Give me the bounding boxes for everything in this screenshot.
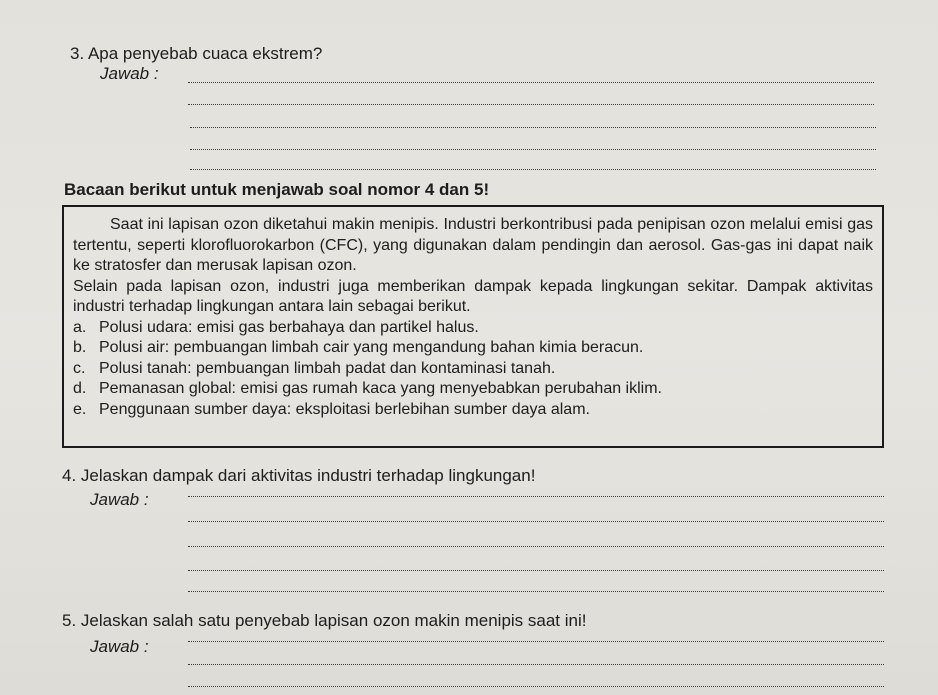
answer-line-4-3[interactable] xyxy=(188,546,884,547)
reading-paragraph-1: Saat ini lapisan ozon diketahui makin menipis. Industri berkontribusi pada penipisan ozon melalui emisi gas tertentu, seperti klorofluorokarbon (CFC), yang digunakan dalam pendingin dan aerosol. Gas-gas ini dapat naik ke stratosfer dan merusak lapisan ozon. xyxy=(73,216,873,274)
answer-line-4-5[interactable] xyxy=(188,591,884,592)
list-item-label: d. xyxy=(73,380,87,397)
answer-line-4-2[interactable] xyxy=(188,521,884,522)
answer-line-4-4[interactable] xyxy=(188,570,884,571)
answer-line-4-1[interactable] xyxy=(188,496,884,497)
list-item-label: a. xyxy=(73,318,87,336)
question-4: 4. Jelaskan dampak dari aktivitas industri terhadap lingkungan! xyxy=(62,466,536,485)
list-item xyxy=(73,338,873,359)
answer-line-3-4[interactable] xyxy=(190,149,876,150)
answer-line-5-1[interactable] xyxy=(188,641,884,642)
list-item-label: c. xyxy=(73,359,86,377)
answer-line-3-2[interactable] xyxy=(188,104,874,105)
answer-line-3-5[interactable] xyxy=(190,169,876,170)
answer-label-5: Jawab : xyxy=(90,637,149,656)
impact-list xyxy=(73,318,873,421)
list-item-label: e. xyxy=(73,400,87,418)
reading-box xyxy=(62,205,884,448)
answer-label-3: Jawab : xyxy=(100,64,159,83)
list-item xyxy=(73,318,873,339)
question-5: 5. Jelaskan salah satu penyebab lapisan ozon makin menipis saat ini! xyxy=(62,611,587,630)
list-item xyxy=(73,400,873,421)
answer-line-5-3[interactable] xyxy=(188,686,884,687)
answer-line-3-1[interactable] xyxy=(188,82,874,83)
answer-label-4: Jawab : xyxy=(90,490,149,509)
answer-line-3-3[interactable] xyxy=(190,127,876,128)
list-item-text: Penggunaan sumber daya: eksploitasi berlebihan sumber daya alam. xyxy=(99,400,590,418)
list-item-text: Polusi tanah: pembuangan limbah padat dan kontaminasi tanah. xyxy=(99,359,556,377)
list-item-label: b. xyxy=(73,339,87,356)
list-item-text: Polusi udara: emisi gas berbahaya dan partikel halus. xyxy=(99,318,479,336)
list-item xyxy=(73,359,873,380)
list-item xyxy=(73,379,873,400)
list-item-text: Polusi air: pembuangan limbah cair yang mengandung bahan kimia beracun. xyxy=(99,339,644,356)
question-3: 3. Apa penyebab cuaca ekstrem? xyxy=(70,44,323,63)
reading-paragraph-2: Selain pada lapisan ozon, industri juga memberikan dampak kepada lingkungan sekitar. Dampak aktivitas industri terhadap lingkungan antara lain sebagai berikut. xyxy=(73,277,873,315)
reading-heading: Bacaan berikut untuk menjawab soal nomor 4 dan 5! xyxy=(64,180,490,199)
answer-line-5-2[interactable] xyxy=(188,664,884,665)
list-item-text: Pemanasan global: emisi gas rumah kaca yang menyebabkan perubahan iklim. xyxy=(99,380,662,397)
